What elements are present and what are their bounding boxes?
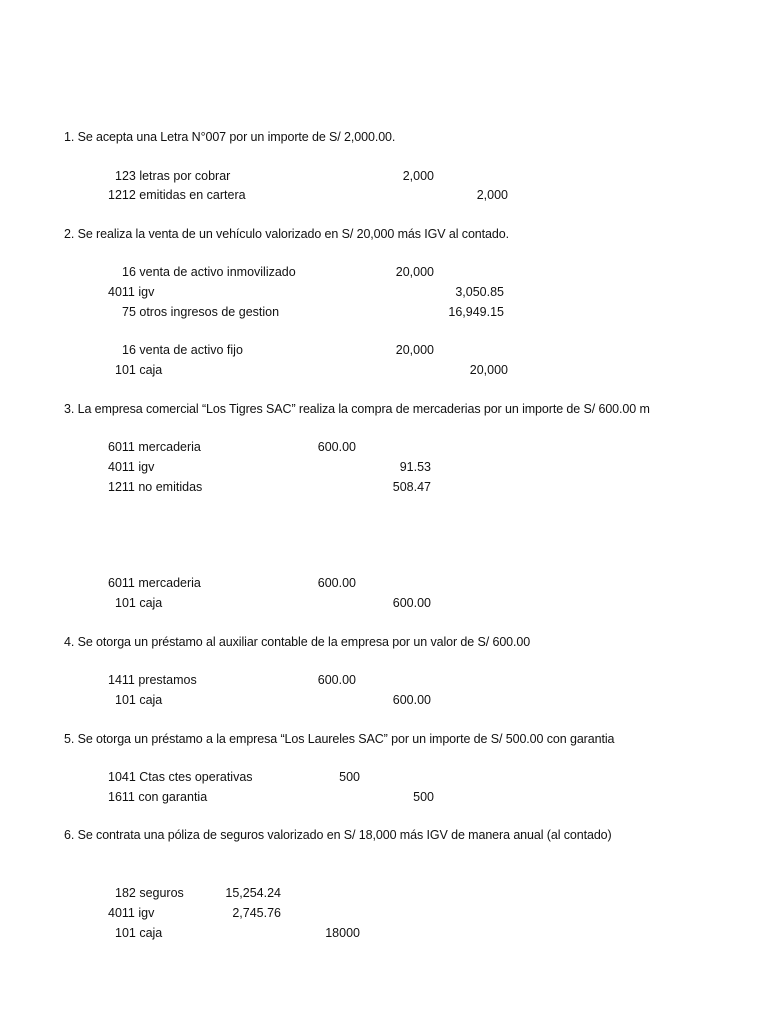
entry-account: 101 caja xyxy=(115,926,163,940)
entry-debit: 600.00 xyxy=(317,673,356,687)
entry-account: 16 venta de activo inmovilizado xyxy=(122,265,296,279)
entry-account: 1211 no emitidas xyxy=(108,480,203,494)
entry-credit: 600.00 xyxy=(392,596,431,610)
entry-account: 16 venta de activo fijo xyxy=(122,343,243,357)
entry-value: 508.47 xyxy=(392,480,431,494)
entry-debit: 600.00 xyxy=(317,576,356,590)
entry-account: 6011 mercaderia xyxy=(108,440,201,454)
entry-account: 1411 prestamos xyxy=(108,673,197,687)
entry-credit: 18000 xyxy=(325,926,360,940)
exercise-6-title: 6. Se contrata una póliza de seguros valorizado en S/ 18,000 más IGV de manera anual (al contado) xyxy=(64,828,612,842)
entry-account: 1611 con garantia xyxy=(108,790,208,804)
entry-account: 75 otros ingresos de gestion xyxy=(122,305,280,319)
entry-credit: 3,050.85 xyxy=(455,285,504,299)
entry-debit: 15,254.24 xyxy=(225,886,281,900)
entry-credit: 500 xyxy=(413,790,434,804)
entry-account: 123 letras por cobrar xyxy=(115,169,231,183)
entry-debit: 20,000 xyxy=(395,343,434,357)
entry-credit: 20,000 xyxy=(469,363,508,377)
entry-account: 1212 emitidas en cartera xyxy=(108,188,246,202)
entry-account: 6011 mercaderia xyxy=(108,576,201,590)
entry-credit: 2,000 xyxy=(476,188,508,202)
entry-credit: 600.00 xyxy=(392,693,431,707)
entry-account: 4011 igv xyxy=(108,460,155,474)
entry-account: 4011 igv xyxy=(108,285,155,299)
entry-debit: 600.00 xyxy=(317,440,356,454)
entry-account: 101 caja xyxy=(115,363,163,377)
exercise-4-title: 4. Se otorga un préstamo al auxiliar contable de la empresa por un valor de S/ 600.00 xyxy=(64,635,531,649)
exercise-1-title: 1. Se acepta una Letra N°007 por un importe de S/ 2,000.00. xyxy=(64,130,396,144)
entry-account: 4011 igv xyxy=(108,906,155,920)
entry-account: 101 caja xyxy=(115,596,163,610)
exercise-5-title: 5. Se otorga un préstamo a la empresa “Los Laureles SAC” por un importe de S/ 500.00 con garantia xyxy=(64,732,615,746)
entry-account: 1041 Ctas ctes operativas xyxy=(108,770,253,784)
exercise-2-title: 2. Se realiza la venta de un vehículo valorizado en S/ 20,000 más IGV al contado. xyxy=(64,227,509,241)
entry-account: 101 caja xyxy=(115,693,163,707)
entry-debit: 2,000 xyxy=(402,169,434,183)
entry-credit: 16,949.15 xyxy=(448,305,504,319)
entry-value: 91.53 xyxy=(399,460,431,474)
entry-debit: 20,000 xyxy=(395,265,434,279)
entry-account: 182 seguros xyxy=(115,886,184,900)
entry-debit: 500 xyxy=(339,770,360,784)
entry-debit: 2,745.76 xyxy=(232,906,281,920)
exercise-3-title: 3. La empresa comercial “Los Tigres SAC” realiza la compra de mercaderias por un importe de S/ 600.00 m xyxy=(64,402,650,416)
